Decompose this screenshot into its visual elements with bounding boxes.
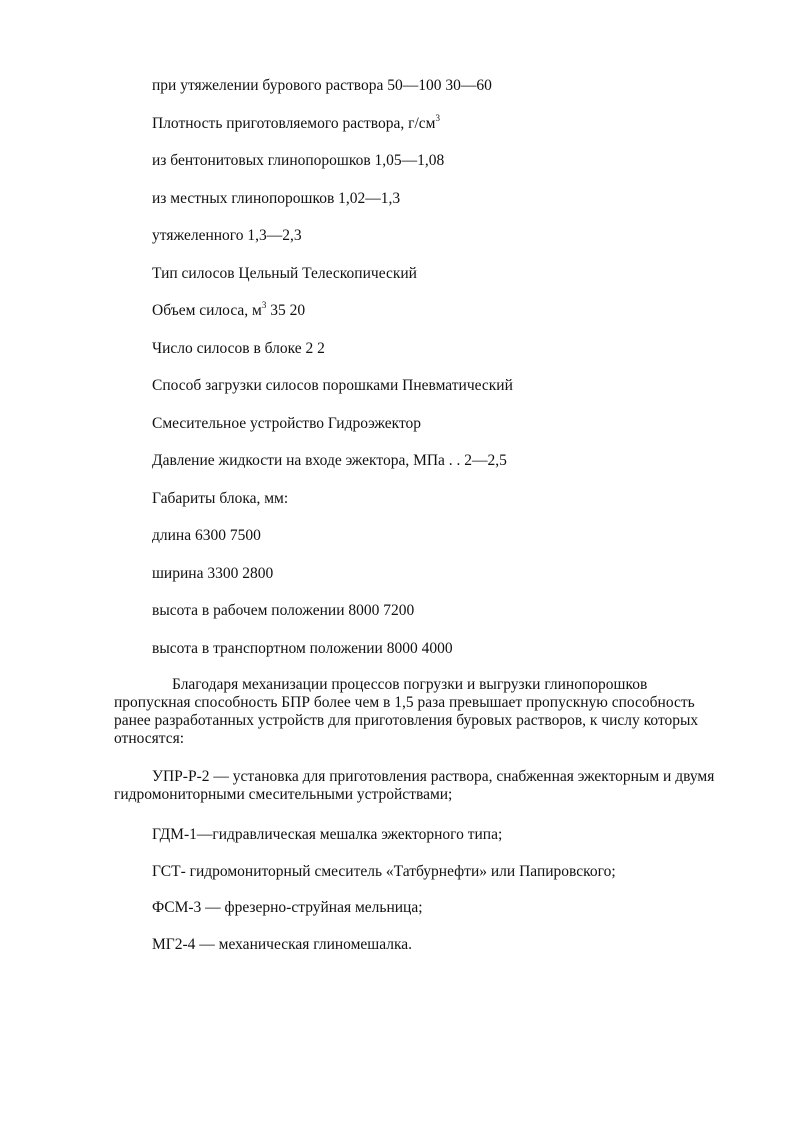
paragraph-line: Благодаря механизации процессов погрузки и выгрузки глинопорошков — [172, 676, 648, 693]
spec-text: из бентонитовых глинопорошков 1,05—1,08 — [152, 152, 445, 169]
spec-line — [152, 526, 752, 564]
spec-line — [152, 189, 752, 227]
equipment-list — [152, 826, 752, 972]
spec-text: Способ загрузки силосов порошками Пневматический — [152, 377, 513, 394]
spec-text: из местных глинопорошков 1,02—1,3 — [152, 189, 401, 207]
spec-text-after: 35 20 — [266, 302, 306, 319]
spec-text: Плотность приготовляемого раствора, г/см — [152, 114, 436, 132]
spec-text: высота в транспортном положении 8000 4000 — [152, 639, 453, 657]
paragraph-upr — [114, 768, 754, 804]
spec-line — [152, 564, 752, 602]
spec-text: длина 6300 7500 — [152, 527, 261, 544]
spec-text: при утяжелении бурового раствора 50—100 30—60 — [152, 77, 492, 94]
spec-text: Число силосов в блоке 2 2 — [152, 339, 325, 357]
spec-line — [152, 301, 752, 339]
spec-line — [152, 489, 752, 527]
list-item: ФСМ-3 — фрезерно-струйная мельница; — [152, 899, 423, 916]
spec-line — [152, 414, 752, 452]
spec-text: Габариты блока, мм: — [152, 489, 289, 507]
spec-text: Объем силоса, м — [152, 302, 262, 319]
paragraph-line: ранее разработанных устройств для приготовления буровых растворов, к числу которых — [114, 712, 699, 729]
list-item: МГ2-4 — механическая глиномешалка. — [152, 935, 413, 953]
spec-line — [152, 601, 752, 639]
paragraph-line: гидромониторными смесительными устройствами; — [114, 786, 453, 803]
spec-line — [152, 339, 752, 377]
spec-line — [152, 76, 752, 114]
spec-text: Смесительное устройство Гидроэжектор — [152, 414, 422, 432]
list-item: ГСТ- гидромониторный смеситель «Татбурнефти» или Папировского; — [152, 862, 616, 880]
spec-line — [152, 451, 752, 489]
list-item: ГДМ-1—гидравлическая мешалка эжекторного типа; — [152, 826, 503, 843]
spec-text: Тип силосов Цельный Телескопический — [152, 264, 417, 282]
spec-text: Давление жидкости на входе эжектора, МПа . . 2—2,5 — [152, 452, 507, 469]
superscript: 3 — [261, 300, 267, 310]
spec-line — [152, 114, 752, 152]
paragraph-line: относятся: — [114, 730, 185, 747]
spec-text: ширина 3300 2800 — [152, 564, 274, 582]
spec-line — [152, 226, 752, 264]
spec-line — [152, 151, 752, 189]
spec-text: утяжеленного 1,3—2,3 — [152, 227, 302, 244]
superscript: 3 — [435, 112, 440, 123]
spec-text: высота в рабочем положении 8000 7200 — [152, 602, 415, 619]
paragraph-intro — [114, 676, 754, 748]
paragraph-line: пропускная способность БПР более чем в 1,5 раза превышает пропускную способность — [114, 694, 695, 711]
spec-list — [152, 76, 752, 676]
spec-line — [152, 376, 752, 414]
spec-line — [152, 639, 752, 677]
spec-line — [152, 264, 752, 302]
paragraph-line: УПР-Р-2 — установка для приготовления раствора, снабженная эжекторным и двумя — [152, 768, 715, 785]
